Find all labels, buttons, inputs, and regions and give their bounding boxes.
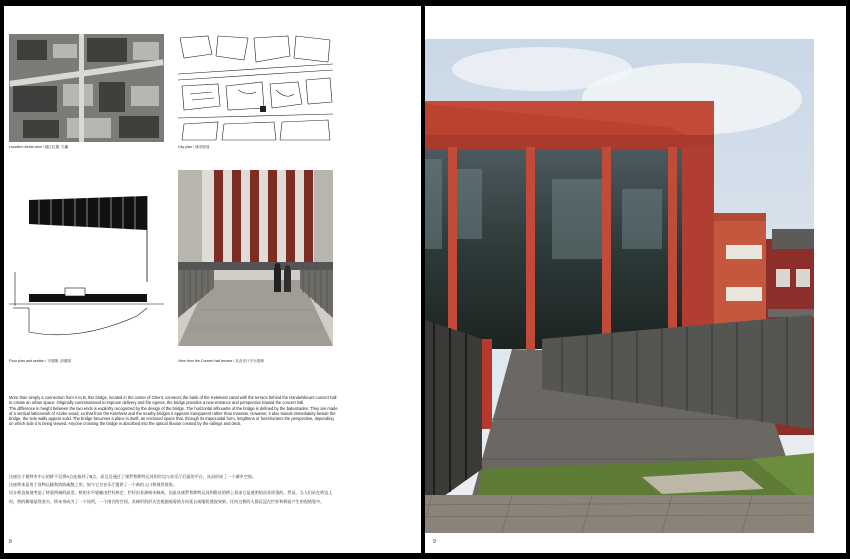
city-plan-drawing [178, 34, 333, 142]
aerial-caption: Location: Aerial view / 地区位置, 鸟瞰 [9, 145, 69, 149]
right-page [425, 6, 846, 553]
body-en-paragraph-2: The difference in height between the two ends is explicitly recognized by the design of the bridge. The horizontal silhouette of the bridge is defined by the balustrades. They are made of a vertical latticework of Azobe wood, so that from the Ketelvest and the nearby bridges it appears transparent rather than massive. However, it also stands immediately beside the bridge, the side walls appear solid. The bridge becomes a place in itself, an enclosed space that, through its trapezoidal form, lengthens or foreshortens the perspective, depending on which side it is being viewed. Anyone crossing the bridge is absorbed into the optical illusion created by the railings and deck. [9, 405, 338, 427]
plan-section-caption: Floor plan and section / 平面图, 剖面图 [9, 359, 71, 363]
body-zh-paragraph-2: 这座桥本是用于货物运输和消防疏散之用，如今它为音乐厅提供了一个新的入口和观赏视角。 [9, 482, 177, 488]
bridge-view-caption: View from the Concert hall terrace / 从音乐厅平台看桥 [178, 359, 265, 363]
body-text-chinese [9, 473, 339, 506]
body-en-paragraph-1: More than simply a connection from A to B, this bridge, located in the center of Ghent, connects the bank of the Ketelvest canal with the terrace behind the Handelsbeurs concert hall to create an urban space. Originally commissioned to improve delivery and fire egress, the bridge provides a new entrance and perspective toward the concert hall. [9, 395, 337, 406]
page-number-left: 8 [9, 539, 12, 545]
body-zh-paragraph-1: 这座位于根特市中心的桥不仅将A点连接到了B点，而且还通过了康罗普斯特运河的岸边与音乐厅后面的平台，从而形成了一个城市空间。 [9, 474, 256, 479]
bridge-main-photo [425, 39, 814, 533]
bridge-view-photo [178, 170, 333, 346]
aerial-view-image [9, 34, 164, 142]
cityplan-caption: City plan / 城市规划 [178, 145, 210, 149]
page-number-right: 9 [433, 539, 436, 545]
plan-section-drawing [9, 166, 164, 341]
body-text-english [9, 395, 339, 427]
body-zh-paragraph-3: 设计师直接地考虑了桥梁两端的高差。桥的水平轮廓由栏杆界定，栏杆由非洲格木制成，因此从康罗普斯特运河和附近的桥上看来它是透明的而非厚重的。然而，当人们站在桥边上时，桥的侧墙显得坚实。桥本身成为了一个场所，一个围合的空间，其梯形的形式会根据观看的方向延长或缩短透视效果。任何过桥的人都沉浸在栏杆和桥面产生的视错觉中。 [9, 490, 333, 504]
left-page [4, 6, 421, 553]
